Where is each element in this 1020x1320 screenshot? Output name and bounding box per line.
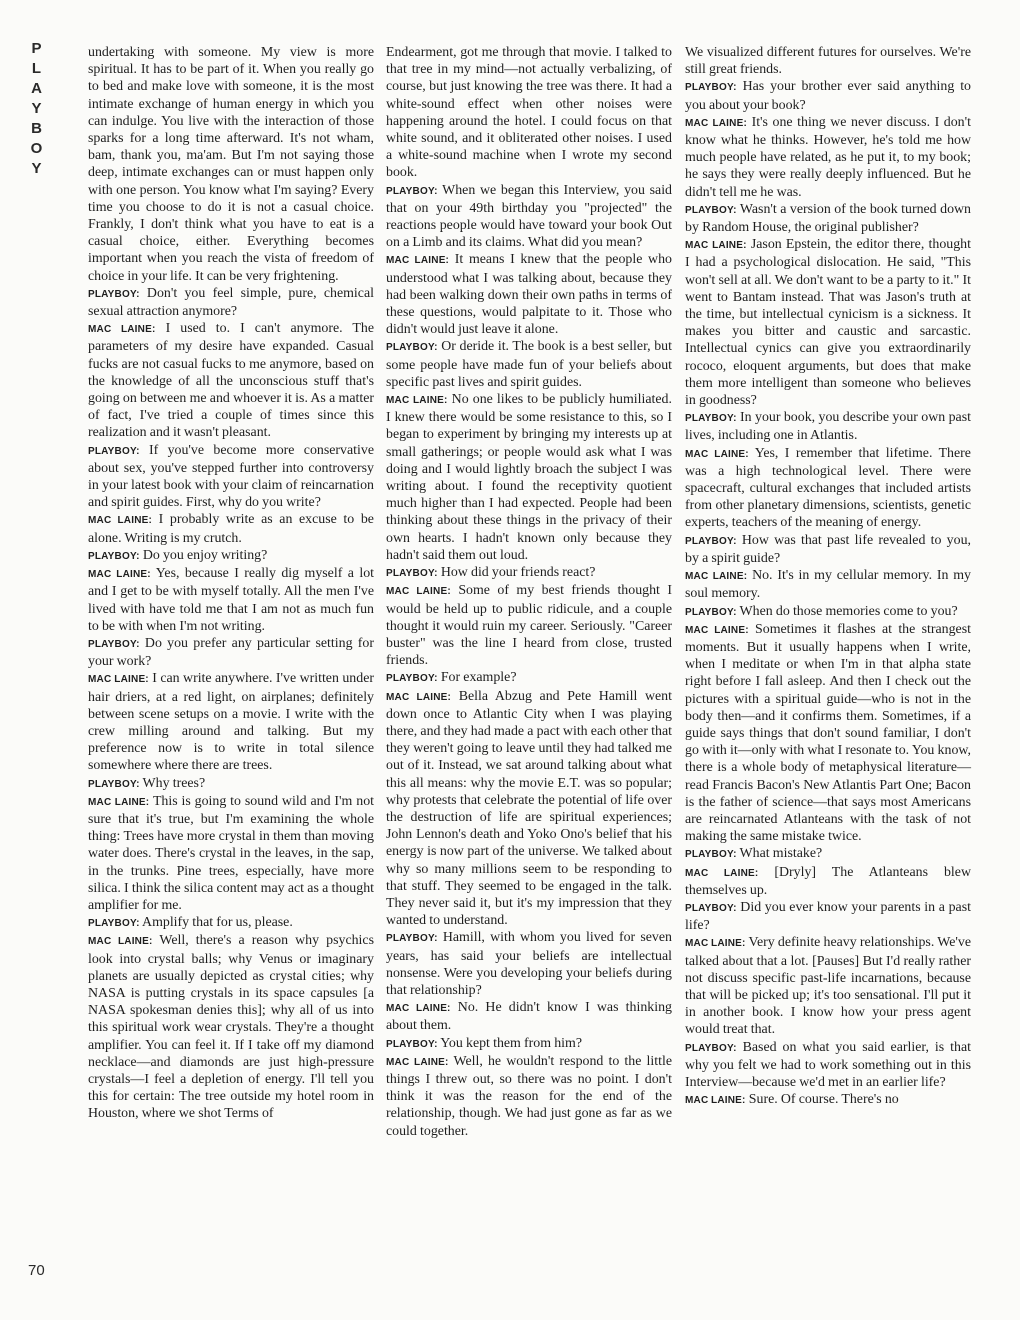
dialogue-paragraph [386,582,672,669]
dialogue-paragraph [685,1039,971,1092]
paragraph-text: Don't you feel simple, pure, chemical sexual attraction anymore? [88,285,374,320]
dialogue-paragraph [685,603,971,621]
dialogue-paragraph [386,1035,672,1053]
speaker-label: MAC LAINE: [88,674,149,686]
dialogue-paragraph [88,932,374,1122]
paragraph-text: [Dryly] The Atlanteans blew themselves up. [685,864,971,898]
dialogue-paragraph [386,669,672,687]
dialogue-paragraph [685,621,971,846]
speaker-label: MAC LAINE: [386,586,451,598]
speaker-label: MAC LAINE: [88,796,150,808]
dialogue-paragraph [685,567,971,602]
paragraph-text: Do you enjoy writing? [142,547,268,563]
dialogue-paragraph [88,775,374,793]
speaker-label: PLAYBOY: [386,933,438,945]
speaker-label: MAC LAINE: [88,569,151,581]
speaker-label: MAC LAINE: [685,571,748,583]
paragraph-text: I probably write as an excuse to be alone. Writing is my crutch. [88,512,374,546]
paragraph-text: Or deride it. The book is a best seller, but some people have made fun of your beliefs about specific past lives and spirit guides. [386,339,672,390]
speaker-label: PLAYBOY: [386,185,438,197]
speaker-label: PLAYBOY: [685,535,737,547]
paragraph-text: It means I knew that the people who understood what I was talking about, because they had been walking down their own paths in terms of these questions, would palpitate to it. Those who didn't would just leave it alone. [386,252,672,338]
paragraph-text: In your book, you describe your own past lives, including one in Atlantis. [685,410,971,444]
paragraph-text: How was that past life revealed to you, by a spirit guide? [685,532,971,566]
dialogue-paragraph [386,929,672,999]
speaker-label: PLAYBOY: [88,550,140,562]
speaker-label: PLAYBOY: [88,638,140,650]
paragraph-text: No. He didn't know I was thinking about them. [386,1000,672,1034]
speaker-label: PLAYBOY: [88,288,140,300]
speaker-label: MAC LAINE: [88,324,156,336]
speaker-label: PLAYBOY: [386,1038,438,1050]
dialogue-paragraph [685,864,971,899]
paragraph-text: This is going to sound wild and I'm not sure that it's true, but I'm examining the whole thing: Trees have more crystal in them than moving water does. There's crystal in the leaves, in the sap, in the trunks. Pine trees, especially, have more silica. I think the silica content may act as a thought amplifier for me. [88,793,374,913]
paragraph-text: It's one thing we never discuss. I don't know what he thinks. However, he's told me how much people have related, as he put it, to my book; he says they were really deeply influenced. But he didn't tell me he was. [685,114,971,200]
text-column-1 [88,44,374,1123]
dialogue-paragraph [386,688,672,930]
dialogue-paragraph [386,182,672,252]
dialogue-paragraph [88,442,374,512]
dialogue-paragraph [685,934,971,1038]
masthead-logo: PLAYBOY [28,40,45,180]
paragraph-text: I used to. I can't anymore. The parameters of my desire have expanded. Casual fucks are not casual fucks to me anymore, based on the knowledge of all the unconscious stuff that's going on between me and whoever it is. As a matter of fact, I've tried a couple of times since this realization and it wasn't pleasant. [88,321,374,441]
paragraph-text: undertaking with someone. My view is more spiritual. It has to be part of it. When you really go to bed and make love with someone, it is the most intimate exchange of human energy in which you can indulge. You live with the interaction of those sparks for a long time afterward. It's not wham, bam, thank you, ma'am. But I'm not saying those deep, intimate exchanges can or must happen only with one person. You know what I'm saying? Every time you choose to do it is not a casual choice. Frankly, I don't think what you have to eat is a casual choice, either. Everything becomes important when you reach the vista of freedom of choice in your life. It can be very frightening. [88,45,374,284]
continued-paragraph [88,44,374,285]
speaker-label: MAC LAINE: [386,395,448,407]
paragraph-text: Jason Epstein, the editor there, thought I had a psychological dislocation. He said, "This won't sell at all. We don't want to be a party to it." It went to Bantam instead. That was Jason's truth at the time, but intellectual cynicism is a sickness. It makes you bitter and caustic and sarcastic. Intellectual cynics can give you extraordinarily rococo, eloquent arguments, but does that make them more intelligent than someone who believes in goodness? [685,237,971,409]
paragraph-text: You kept them from him? [440,1035,582,1051]
paragraph-text: Amplify that for us, please. [142,915,293,931]
dialogue-paragraph [685,78,971,113]
paragraph-text: No one likes to be publicly humiliated. I knew there would be some resistance to this, so I began to experiment by bringing my interests up at small gatherings; or people would ask what I was doing and I would lightly broach the subject I was writing about. I found the receptivity quotient much higher than I had expected. People had been thinking about these things in the privacy of their own hearts. I hadn't known only because they hadn't said them out loud. [386,392,672,563]
speaker-label: PLAYBOY: [685,849,737,861]
dialogue-paragraph [386,338,672,391]
speaker-label: PLAYBOY: [88,918,140,930]
dialogue-paragraph [685,445,971,532]
speaker-label: MAC LAINE: [88,515,153,527]
speaker-label: MAC LAINE: [685,117,747,129]
paragraph-text: Very definite heavy relationships. We've talked about that a lot. [Pauses] But I'd really rather not discuss specific past-life incarnations, because that will be picked up; it's too sensational. I'll put it in another book. I know how your press agent would treat that. [685,935,972,1038]
dialogue-paragraph [685,236,971,409]
paragraph-text: Well, he wouldn't respond to the little things I threw out, so there was no point. I don't think it was the reason for the end of the relationship, though. We had just gone as far as we could together. [386,1053,673,1139]
continued-paragraph [685,44,971,78]
speaker-label: PLAYBOY: [386,568,438,580]
speaker-label: PLAYBOY: [88,445,140,457]
paragraph-text: Well, there's a reason why psychics look into crystal balls; why Venus or imaginary planets are usually depicted as crystal cities; why NASA is putting crystals in its space capsules [a NASA spokesman denies this]; why all of us into this spiritual work wear crystals. They're a thought amplifier. You can feel it. If I take off my diamond necklace—and diamonds are just high-pressure crystals—I feel a depletion of energy. I'll tell you this for certain: The tree outside my hotel room in Houston, where we shot Terms of [88,933,374,1122]
dialogue-paragraph [88,320,374,441]
dialogue-paragraph [88,511,374,546]
paragraph-text: Did you ever know your parents in a past life? [685,899,971,934]
dialogue-paragraph [88,793,374,914]
paragraph-text: When we began this Interview, you said that on your 49th birthday you "projected" the reactions people would have toward your book Out on a Limb and its claims. What did you mean? [386,182,673,251]
dialogue-paragraph [88,547,374,565]
speaker-label: PLAYBOY: [685,606,737,618]
paragraph-text: Yes, because I really dig myself a lot and I get to be with myself totally. All the men I've lived with have told me that I am not as much fun to be with when I'm not writing. [88,566,374,634]
dialogue-paragraph [386,564,672,582]
paragraph-text: How did your friends react? [440,565,596,581]
dialogue-paragraph [685,114,971,201]
speaker-label: MAC LAINE: [685,240,747,252]
paragraph-text: Hamill, with whom you lived for seven years, has said your beliefs are intellectual nonsense. Were you developing your beliefs during that relationship? [386,930,672,998]
dialogue-paragraph [685,201,971,236]
paragraph-text: We visualized different futures for ourselves. We're still great friends. [685,45,971,78]
speaker-label: PLAYBOY: [685,204,737,216]
text-column-3 [685,44,971,1109]
dialogue-paragraph [386,1053,672,1140]
speaker-label: MAC LAINE: [88,936,153,948]
speaker-label: MAC LAINE: [685,938,746,950]
paragraph-text: I can write anywhere. I've written under hair driers, at a red light, on airplanes; definitely between scene setups on a movie. I write with the crew milling around and talking. But my preference now is to write in total silence somewhere where there are trees. [88,671,374,774]
dialogue-paragraph [386,391,672,564]
continued-paragraph [386,44,672,182]
paragraph-text: Sure. Of course. There's no [748,1092,899,1108]
dialogue-paragraph [88,635,374,670]
paragraph-text: Has your brother ever said anything to you about your book? [685,79,971,113]
dialogue-paragraph [386,999,672,1034]
speaker-label: MAC LAINE: [386,691,452,703]
paragraph-text: Wasn't a version of the book turned down by Random House, the original publisher? [685,201,971,236]
speaker-label: MAC LAINE: [685,624,749,636]
speaker-label: PLAYBOY: [88,778,140,790]
page-number: 70 [28,1262,45,1279]
speaker-label: PLAYBOY: [685,413,737,425]
paragraph-text: Based on what you said earlier, is that why you felt we had to work something out in this Interview—because we'd met in an earlier life? [685,1039,971,1090]
paragraph-text: What mistake? [739,846,823,862]
paragraph-text: No. It's in my cellular memory. In my soul memory. [685,568,971,602]
dialogue-paragraph [685,409,971,444]
dialogue-paragraph [685,899,971,934]
speaker-label: MAC LAINE: [386,1056,449,1068]
paragraph-text: Endearment, got me through that movie. I talked to that tree in my mind—not actually verbalizing, of course, but just knowing the tree was there. It had a white-sound effect when other noises were happening around the hotel. I could focus on that white sound, and it obliterated other noises. I used a white-sound machine when I wrote my second book. [386,45,672,181]
speaker-label: PLAYBOY: [685,82,737,94]
speaker-label: MAC LAINE: [685,1095,746,1107]
paragraph-text: Bella Abzug and Pete Hamill went down once to Atlantic City when I was playing there, and they had made a pact with each other that they weren't going to leave until they had talked me out of it. Instead, we sat around talking about what this all means: why the movie E.T. was so popular; why protests that celebrate the potential of life over the destruction of life are spiritual experiences; John Lennon's death and Yoko Ono's belief that his energy is now part of the universe. We talked about why so many millions seem to be responding to that stuff. They seemed to be engaged in the talk. They never said it, but it's my impression that they wanted to understand. [386,688,672,929]
speaker-label: MAC LAINE: [685,448,749,460]
paragraph-text: If you've become more conservative about sex, you've stepped further into controversy in your latest book with your claim of reincarnation and spirit guides. First, why do you write? [88,442,374,511]
speaker-label: PLAYBOY: [685,1042,737,1054]
dialogue-paragraph [685,845,971,863]
speaker-label: MAC LAINE: [386,255,450,267]
dialogue-paragraph [88,565,374,635]
dialogue-paragraph [685,532,971,567]
paragraph-text: Yes, I remember that lifetime. There was a high technological level. There were spacecraft, cultural exchanges that included artists from other planetary dimensions, scientists, genetic experts, teachers of the meaning of energy. [685,445,971,531]
dialogue-paragraph [88,670,374,774]
paragraph-text: Some of my best friends thought I would be held up to public ridicule, and a couple thought it would ruin my career. Seriously. "Career buster" was the line I heard from close, trusted friends. [386,583,672,669]
speaker-label: PLAYBOY: [685,902,737,914]
paragraph-text: Why trees? [142,775,206,791]
paragraph-text: When do those memories come to you? [739,603,958,619]
speaker-label: MAC LAINE: [685,867,759,879]
paragraph-text: For example? [440,670,517,686]
speaker-label: PLAYBOY: [386,342,438,354]
paragraph-text: Sometimes it flashes at the strangest moments. But it usually happens when I write, when I meditate or when I'm in that alpha state right before I fall asleep. And then I check out the pictures with a spiritual guide—who is not in the body then—and it confirms them. Sometimes, if a guide says things that don't sound familiar, I don't go with it—only with what I resonate to. You know, there is a whole body of metaphysical literature—read Francis Bacon's New Atlantis Part One; Bacon is the father of science—that says most Americans are reincarnated Atlanteans with the task of not making the same mistake twice. [685,621,971,845]
dialogue-paragraph [386,251,672,338]
speaker-label: MAC LAINE: [386,1003,451,1015]
dialogue-paragraph [88,914,374,932]
dialogue-paragraph [88,285,374,320]
dialogue-paragraph [685,1091,971,1109]
speaker-label: PLAYBOY: [386,673,438,685]
text-column-2 [386,44,672,1140]
paragraph-text: Do you prefer any particular setting for your work? [88,635,374,670]
